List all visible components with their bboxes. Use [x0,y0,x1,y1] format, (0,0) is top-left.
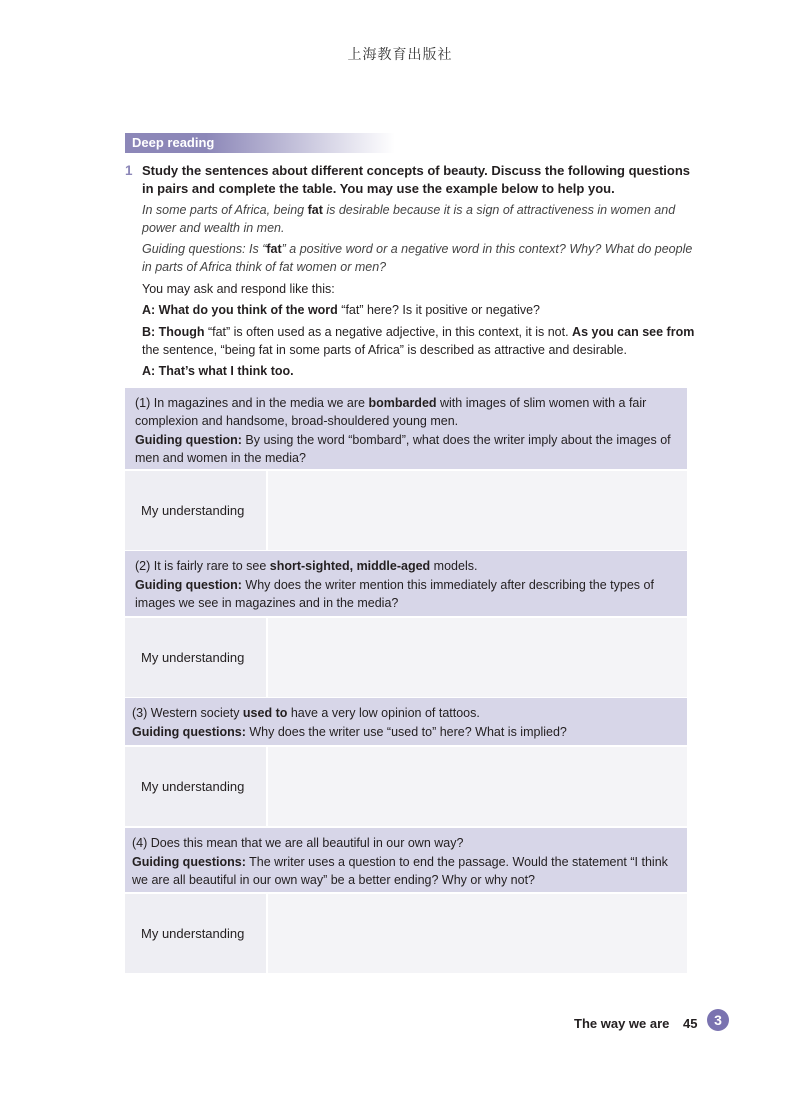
key-phrase: used to [242,706,288,720]
unit-number-badge: 3 [707,1009,729,1031]
example-sentence: In some parts of Africa, being fat is desirable because it is a sign of attractiveness in women and power and wealth in men. [142,203,676,235]
guiding-label: Guiding questions: [132,725,246,739]
key-phrase: bombarded [368,396,437,410]
answer-field[interactable] [266,894,687,973]
guiding-label: Guiding question: [135,433,242,447]
dialogue-line-a2: A: That’s what I think too. [142,364,294,378]
answer-label: My understanding [141,650,245,665]
example-keyword: fat [307,203,323,217]
section-banner [125,133,395,153]
example-guiding-questions: Guiding questions: Is “fat” a positive word or a negative word in this context? Why? What do people in parts of Africa think of fat women or men? [142,242,693,274]
question-number: 1 [125,163,133,178]
dialogue-line-a1: A: What do you think of the word “fat” here? Is it positive or negative? [142,303,540,317]
guiding-label: Guiding questions: [142,242,246,256]
dialogue-intro: You may ask and respond like this: [142,282,335,296]
table-item-prompt: (3) Western society used to have a very low opinion of tattoos. Guiding questions: Why does the writer use “used to” here? What is implied? [125,698,687,745]
section-title: Deep reading [132,135,215,150]
table-item-1 [125,388,687,550]
answer-row [125,616,687,697]
page-number: 45 [683,1016,698,1031]
question-prompt: Study the sentences about different concepts of beauty. Discuss the following questions in pairs and complete the table. You may use the example below to help you. [142,163,690,196]
table-item-prompt: (4) Does this mean that we are all beautiful in our own way? Guiding questions: The writer uses a question to end the passage. Would the statement “I think we are all beautiful in our own way” be a better ending? Why or why not? [125,828,687,892]
table-item-prompt: (2) It is fairly rare to see short-sighted, middle-aged models. Guiding question: Why does the writer mention this immediately after describing the types of images we see in magazines and in the media? [125,551,687,616]
answer-field[interactable] [266,471,687,550]
answer-row [125,469,687,550]
table-item-2 [125,551,687,697]
table-item-3 [125,698,687,826]
footer-unit-title: The way we are [574,1016,670,1031]
answer-field[interactable] [266,618,687,697]
answer-label: My understanding [141,926,245,941]
key-phrase: short-sighted, middle-aged [269,559,431,573]
answer-row [125,892,687,973]
guiding-label: Guiding questions: [132,855,246,869]
publisher-header: 上海教育出版社 [347,47,453,63]
answer-field[interactable] [266,747,687,826]
dialogue-line-b: B: Though “fat” is often used as a negative adjective, in this context, it is not. As you can see from the sentence, “being fat in some parts of Africa” is described as attractive and desirable. [142,325,695,357]
table-item-4 [125,828,687,973]
answer-row [125,745,687,826]
answer-label: My understanding [141,503,245,518]
answer-label: My understanding [141,779,245,794]
guiding-label: Guiding question: [135,578,242,592]
table-item-prompt: (1) In magazines and in the media we are bombarded with images of slim women with a fair complexion and handsome, broad-shouldered young men. Guiding question: By using the word “bombard”, what does the writer imply about the images of men and women in the media? [125,388,687,469]
